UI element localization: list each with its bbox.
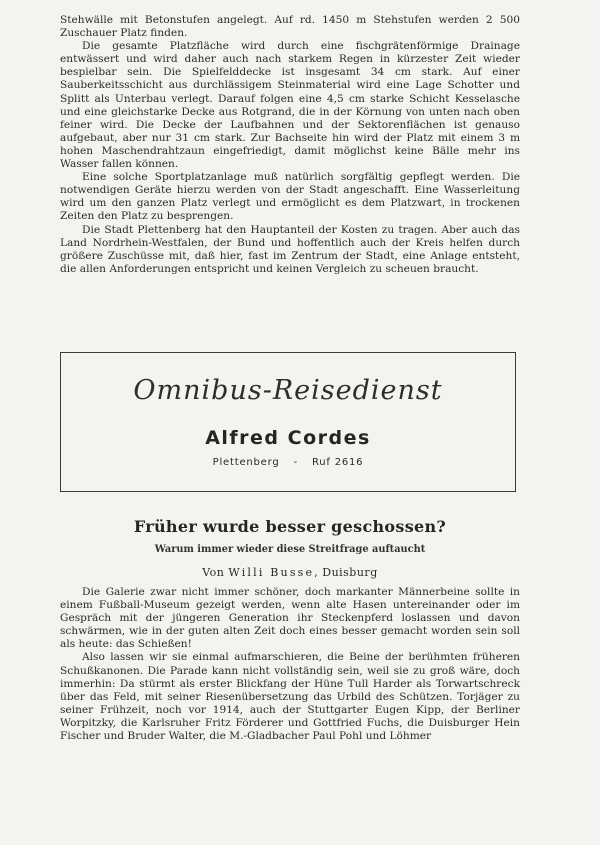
ad-phone: Ruf 2616: [311, 457, 364, 468]
ad-contact-line: [61, 457, 515, 468]
ad-script-title: Omnibus-Reisedienst: [133, 375, 443, 406]
paragraph: Die Stadt Plettenberg hat den Hauptanteil der Kosten zu tragen. Aber auch das Land Nordrhein-Westfalen, der Bund und hoffentlich auch der Kreis helfen durch größere Zuschüsse mit, daß hier, fast im Zentrum der Stadt, eine Anlage entsteht, die allen Anforderungen entspricht und keinen Vergleich zu scheuen braucht.: [60, 223, 520, 275]
paragraph: Die Galerie zwar nicht immer schöner, doch markanter Männerbeine sollte in einem Fußball-Museum gezeigt werden, wenn alte Hasen untereinander oder im Gespräch mit der jüngeren Generation ihr Steckenpferd loslassen und davon schwärmen, wie in der guten alten Zeit doch eines besser gemacht worden sein soll als heute: das Schießen!: [60, 586, 520, 651]
byline-location: , Duisburg: [314, 566, 378, 579]
ad-company-name: Alfred Cordes: [205, 427, 371, 449]
byline-author: Willi Busse: [228, 566, 315, 579]
ad-separator: -: [293, 457, 298, 468]
ad-city: Plettenberg: [212, 457, 280, 468]
byline-prefix: Von: [202, 566, 225, 579]
paragraph: Stehwälle mit Betonstufen angelegt. Auf rd. 1450 m Stehstufen werden 2 500 Zuschauer Platz finden.: [60, 14, 520, 40]
article-headline: Früher wurde besser geschossen?: [133, 517, 447, 536]
paragraph: Die gesamte Platzfläche wird durch eine fischgrätenförmige Drainage entwässert und wird daher auch nach starkem Regen in kürzester Zeit wieder bespielbar sein. Die Spielfelddecke ist insgesamt 34 cm stark. Auf einer Sauberkeitsschicht aus durchlässigem Steinmaterial wird eine Lage Schotter und Splitt als Unterbau verlegt. Darauf folgen eine 4,5 cm starke Schicht Kesselasche und eine gleichstarke Decke aus Rotgrand, die in der Körnung von unten nach oben feiner wird. Die Decke der Laufbahnen und der Sektorenflächen ist genauso aufgebaut, aber nur 31 cm stark. Zur Bachseite hin wird der Platz mit einem 3 m hohen Maschendrahtzaun eingefriedigt, damit möglichst keine Bälle mehr ins Wasser fallen können.: [60, 40, 520, 171]
paragraph: Also lassen wir sie einmal aufmarschieren, die Beine der berühmten früheren Schußkanonen. Die Parade kann nicht vollständig sein, weil sie zu groß wäre, doch immerhin: Da stürmt als erster Blickfang der Hüne Tull Harder als Torwartschreck über das Feld, mit seiner Riesenübersetzung das Urbild des Schützen. Torjäger zu seiner Frühzeit, noch vor 1914, auch der Stuttgarter Eugen Kipp, der Berliner Worpitzky, die Karlsruher Fritz Förderer und Gottfried Fuchs, die Duisburger Hein Fischer und Bruder Walter, die M.-Gladbacher Paul Pohl und Löhmer: [60, 651, 520, 743]
paragraph: Eine solche Sportplatzanlage muß natürlich sorgfältig gepflegt werden. Die notwendigen Geräte hierzu werden von der Stadt angeschafft. Eine Wasserleitung wird um den ganzen Platz verlegt und ermöglicht es dem Platzwart, in trockenen Zeiten den Platz zu besprengen.: [60, 171, 520, 223]
advertisement-box: [60, 352, 516, 492]
article-continuation: [60, 14, 520, 276]
article-byline: [60, 566, 520, 579]
article-subheadline: Warum immer wieder diese Streitfrage auftaucht: [154, 544, 426, 555]
article-body: [60, 586, 520, 743]
